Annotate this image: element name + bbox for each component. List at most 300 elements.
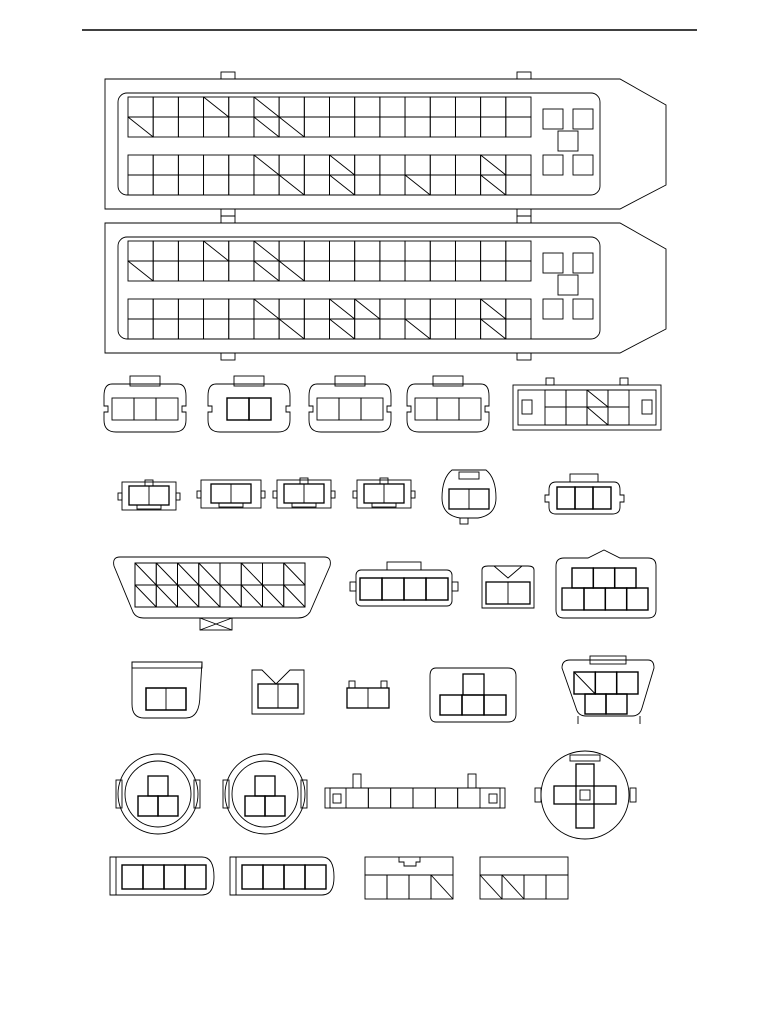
- terminal-cell: [506, 117, 531, 137]
- connector-2pin-d: [273, 478, 335, 508]
- terminal-cell: [304, 97, 329, 117]
- terminal-cell: [128, 319, 153, 339]
- terminal-cell: [459, 398, 481, 420]
- housing: [562, 660, 654, 716]
- terminal-cell: [566, 407, 587, 425]
- terminal-cell: [255, 776, 275, 796]
- terminal-cell: [455, 175, 480, 195]
- terminal-cell: [229, 319, 254, 339]
- terminal-key-mark: [254, 97, 279, 117]
- key-notch: [494, 566, 522, 578]
- lock-tab: [387, 562, 421, 570]
- center-terminal: [580, 790, 590, 800]
- lock-tab: [335, 376, 365, 386]
- terminal-cell: [506, 319, 531, 339]
- terminal-key-mark: [156, 585, 177, 607]
- terminal-cell: [409, 875, 431, 899]
- terminal-cell: [284, 865, 305, 889]
- key-tab: [460, 518, 468, 524]
- terminal-cell: [304, 175, 329, 195]
- terminal-cell: [430, 261, 455, 281]
- terminal-key-mark: [481, 319, 506, 339]
- terminal-cell: [585, 694, 606, 714]
- terminal-cell: [575, 487, 593, 509]
- terminal-cell: [204, 155, 229, 175]
- terminal-cell: [128, 175, 153, 195]
- terminal-cell: [148, 776, 168, 796]
- terminal-cell: [545, 407, 566, 425]
- terminal-cell: [178, 117, 203, 137]
- terminal-key-mark: [330, 299, 355, 319]
- side-lock: [176, 493, 180, 500]
- terminal-cell: [112, 398, 134, 420]
- terminal-key-mark: [135, 585, 156, 607]
- terminal-cell: [361, 398, 383, 420]
- terminal-cell: [305, 865, 326, 889]
- terminal-cell: [430, 155, 455, 175]
- latch-tab: [468, 774, 476, 788]
- terminal-key-mark: [502, 875, 524, 899]
- cavity-outline: [118, 237, 600, 339]
- terminal-cell: [365, 875, 387, 899]
- terminal-cell: [279, 299, 304, 319]
- terminal-cell: [481, 97, 506, 117]
- terminal-cell: [380, 117, 405, 137]
- terminal-key-mark: [355, 299, 380, 319]
- terminal-cell: [405, 299, 430, 319]
- terminal-cell: [178, 319, 203, 339]
- power-terminal: [543, 155, 563, 175]
- terminal-cell: [430, 97, 455, 117]
- top-key: [380, 478, 388, 484]
- connector-2pin-h: [132, 662, 202, 718]
- connector-4pin-e: [365, 857, 453, 899]
- terminal-cell: [229, 175, 254, 195]
- terminal-cell: [229, 117, 254, 137]
- terminal-cell: [229, 97, 254, 117]
- terminal-cell: [405, 117, 430, 137]
- housing-inner: [232, 761, 298, 827]
- terminal-cell: [524, 875, 546, 899]
- terminal-cell: [204, 319, 229, 339]
- connector-4pin-b: [430, 668, 516, 722]
- terminal-cell: [317, 398, 339, 420]
- terminal-cell: [330, 241, 355, 261]
- terminal-cell: [355, 175, 380, 195]
- housing: [309, 384, 391, 432]
- terminal-cell: [153, 241, 178, 261]
- terminal-cell: [572, 568, 593, 588]
- side-lock: [535, 788, 541, 802]
- terminal-cell: [545, 390, 566, 407]
- terminal-cell: [128, 241, 153, 261]
- housing: [105, 79, 666, 209]
- side-lock: [411, 491, 415, 498]
- connector-2pin-c: [197, 480, 265, 508]
- terminal-cell: [462, 695, 484, 715]
- power-terminal: [543, 109, 563, 129]
- side-lock: [452, 582, 458, 591]
- terminal-key-mark: [178, 585, 199, 607]
- terminal-cell: [405, 155, 430, 175]
- terminal-cell: [413, 788, 435, 808]
- terminal-cell: [138, 796, 158, 816]
- connector-2pin-a: [208, 376, 290, 432]
- power-terminal: [573, 109, 593, 129]
- terminal-cell: [584, 588, 605, 610]
- power-terminal: [573, 155, 593, 175]
- terminal-cell: [254, 319, 279, 339]
- guide: [333, 794, 341, 803]
- terminal-cell: [387, 875, 409, 899]
- terminal-cell: [355, 117, 380, 137]
- lock-tab: [130, 376, 160, 386]
- terminal-cell: [178, 299, 203, 319]
- terminal-cell: [204, 175, 229, 195]
- key-notch: [399, 857, 420, 866]
- terminal-key-mark: [241, 585, 262, 607]
- terminal-cell: [593, 568, 614, 588]
- terminal-cell: [245, 796, 265, 816]
- terminal-cell: [304, 241, 329, 261]
- terminal-cell: [304, 299, 329, 319]
- terminal-cell: [153, 117, 178, 137]
- connector-5pin-b: [535, 751, 636, 839]
- terminal-cell: [566, 390, 587, 407]
- terminal-cell: [405, 241, 430, 261]
- housing: [105, 223, 666, 353]
- terminal-cell: [204, 299, 229, 319]
- terminal-cell: [546, 875, 568, 899]
- side-lock: [630, 788, 636, 802]
- terminal-key-mark: [330, 175, 355, 195]
- latch-tab: [517, 216, 531, 223]
- terminal-cell: [608, 390, 629, 407]
- terminal-cell: [595, 672, 616, 694]
- connector-2pin-g: [482, 566, 534, 608]
- connector-4pin-c: [110, 857, 214, 895]
- dlc-16pin: [114, 557, 331, 630]
- terminal-key-mark: [279, 117, 304, 137]
- terminal-cell: [279, 97, 304, 117]
- terminal-cell: [355, 319, 380, 339]
- inner-frame: [330, 788, 500, 808]
- terminal-key-mark: [587, 390, 608, 407]
- latch-tab: [221, 209, 235, 216]
- lock-tab: [459, 472, 479, 479]
- ecu-connector-b: [105, 216, 666, 360]
- terminal-key-mark: [284, 585, 305, 607]
- terminal-cell: [606, 694, 627, 714]
- terminal-cell: [265, 796, 285, 816]
- side-lock: [261, 491, 265, 498]
- terminal-cell: [304, 117, 329, 137]
- terminal-cell: [178, 175, 203, 195]
- latch-tab: [517, 353, 531, 360]
- terminal-cell: [164, 865, 185, 889]
- power-terminal: [558, 275, 578, 295]
- terminal-cell: [627, 588, 648, 610]
- terminal-key-mark: [330, 155, 355, 175]
- terminal-key-mark: [254, 299, 279, 319]
- terminal-cell: [204, 261, 229, 281]
- terminal-key-mark: [587, 407, 608, 425]
- terminal-cell: [557, 487, 575, 509]
- terminal-cell: [360, 578, 382, 600]
- top-key: [300, 478, 308, 484]
- terminal-key-mark: [481, 299, 506, 319]
- terminal-cell: [153, 319, 178, 339]
- terminal-cell: [437, 398, 459, 420]
- terminal-cell: [562, 588, 584, 610]
- terminal-cell: [355, 241, 380, 261]
- latch-tab: [517, 209, 531, 216]
- terminal-cell: [355, 97, 380, 117]
- latch-tab: [620, 378, 628, 385]
- terminal-key-mark: [330, 319, 355, 339]
- terminal-cell: [506, 241, 531, 261]
- terminal-cell: [380, 299, 405, 319]
- terminal-cell: [506, 261, 531, 281]
- terminal-cell: [346, 788, 368, 808]
- terminal-cell: [391, 788, 413, 808]
- terminal-cell: [153, 261, 178, 281]
- power-terminal: [543, 253, 563, 273]
- connector-3pin-e: [116, 754, 200, 834]
- terminal-key-mark: [254, 155, 279, 175]
- terminal-cell: [178, 261, 203, 281]
- terminal-key-mark: [254, 241, 279, 261]
- terminal-key-mark: [254, 261, 279, 281]
- terminal-cell: [249, 398, 271, 420]
- terminal-cell: [380, 97, 405, 117]
- terminal-key-mark: [481, 175, 506, 195]
- terminal-key-mark: [156, 563, 177, 585]
- top-frame: [480, 857, 568, 875]
- terminal-cell: [339, 398, 361, 420]
- terminal-cell: [227, 398, 249, 420]
- guide: [489, 794, 497, 803]
- power-terminal: [573, 299, 593, 319]
- connector-2pin-b: [118, 480, 180, 510]
- cross-horizontal: [554, 786, 616, 804]
- terminal-cell: [304, 155, 329, 175]
- terminal-cell: [368, 788, 390, 808]
- connector-2pin-i: [252, 670, 304, 714]
- terminal-cell: [380, 261, 405, 281]
- terminal-cell: [330, 97, 355, 117]
- terminal-key-mark: [480, 875, 502, 899]
- terminal-cell: [405, 261, 430, 281]
- terminal-key-mark: [199, 585, 220, 607]
- terminal-cell: [229, 261, 254, 281]
- top-key: [145, 480, 153, 486]
- terminal-cell: [263, 865, 284, 889]
- terminal-cell: [415, 398, 437, 420]
- latch-tab: [517, 72, 531, 79]
- terminal-cell: [380, 175, 405, 195]
- lock-tab: [570, 474, 598, 482]
- terminal-cell: [405, 97, 430, 117]
- terminal-key-mark: [241, 563, 262, 585]
- terminal-cell: [128, 97, 153, 117]
- terminal-cell: [178, 97, 203, 117]
- terminal-cell: [304, 261, 329, 281]
- terminal-key-mark: [481, 155, 506, 175]
- power-terminal: [573, 253, 593, 273]
- terminal-cell: [204, 117, 229, 137]
- connector-7pin-a: [556, 550, 656, 618]
- terminal-cell: [404, 578, 426, 600]
- power-terminal: [558, 131, 578, 151]
- terminal-cell: [430, 299, 455, 319]
- terminal-key-mark: [254, 117, 279, 137]
- terminal-cell: [229, 241, 254, 261]
- side-lock: [118, 493, 122, 500]
- terminal-cell: [430, 175, 455, 195]
- terminal-cell: [455, 97, 480, 117]
- terminal-cell: [430, 117, 455, 137]
- terminal-cell: [185, 865, 206, 889]
- terminal-cell: [122, 865, 143, 889]
- terminal-cell: [455, 299, 480, 319]
- side-lock: [197, 491, 201, 498]
- terminal-key-mark: [405, 319, 430, 339]
- connector-2pin-f: [442, 470, 496, 524]
- terminal-cell: [463, 674, 484, 695]
- terminal-cell: [158, 796, 178, 816]
- terminal-cell: [279, 155, 304, 175]
- terminal-key-mark: [279, 261, 304, 281]
- side-lock: [273, 491, 277, 498]
- side-lock: [350, 582, 356, 591]
- terminal-key-mark: [128, 117, 153, 137]
- terminal-cell: [481, 261, 506, 281]
- terminal-cell: [229, 299, 254, 319]
- terminal-cell: [143, 865, 164, 889]
- terminal-key-mark: [178, 563, 199, 585]
- lock-tab: [234, 376, 264, 386]
- connector-2pin-j: [347, 681, 389, 708]
- latch-tab: [221, 353, 235, 360]
- terminal-cell: [229, 155, 254, 175]
- terminal-cell: [506, 299, 531, 319]
- terminal-key-mark: [574, 672, 595, 694]
- terminal-cell: [330, 261, 355, 281]
- terminal-key-mark: [263, 585, 284, 607]
- terminal-key-mark: [199, 563, 220, 585]
- side-lock: [331, 491, 335, 498]
- latch-tab: [353, 774, 361, 788]
- terminal-cell: [617, 672, 638, 694]
- connector-3pin-b: [309, 376, 391, 432]
- terminal-cell: [153, 175, 178, 195]
- terminal-cell: [153, 97, 178, 117]
- terminal-key-mark: [279, 175, 304, 195]
- terminal-cell: [220, 563, 241, 585]
- housing: [104, 384, 186, 432]
- terminal-cell: [330, 117, 355, 137]
- housing: [407, 384, 489, 432]
- post: [349, 681, 355, 688]
- terminal-cell: [128, 299, 153, 319]
- lock-tab: [433, 376, 463, 386]
- terminal-cell: [608, 407, 629, 425]
- guide: [642, 400, 652, 414]
- terminal-cell: [304, 319, 329, 339]
- terminal-cell: [380, 155, 405, 175]
- ecu-connector-a: [105, 72, 666, 216]
- terminal-cell: [134, 398, 156, 420]
- connector-4pin-f: [480, 857, 568, 899]
- terminal-key-mark: [279, 319, 304, 339]
- connector-8pin-a: [513, 378, 661, 430]
- terminal-cell: [380, 241, 405, 261]
- terminal-cell: [380, 319, 405, 339]
- terminal-cell: [455, 319, 480, 339]
- terminal-cell: [426, 578, 448, 600]
- connector-4pin-d: [230, 857, 334, 895]
- lock-tab: [570, 755, 600, 761]
- cross-vertical: [576, 764, 594, 828]
- terminal-cell: [153, 299, 178, 319]
- terminal-key-mark: [204, 241, 229, 261]
- power-terminal: [543, 299, 563, 319]
- terminal-cell: [593, 487, 611, 509]
- terminal-cell: [178, 241, 203, 261]
- terminal-key-mark: [431, 875, 453, 899]
- terminal-cell: [455, 261, 480, 281]
- latch-tab: [546, 378, 554, 385]
- terminal-key-mark: [405, 175, 430, 195]
- terminal-cell: [153, 155, 178, 175]
- terminal-cell: [355, 261, 380, 281]
- side-lock: [353, 491, 357, 498]
- hood-lip: [132, 662, 202, 668]
- terminal-cell: [455, 117, 480, 137]
- terminal-cell: [506, 175, 531, 195]
- terminal-key-mark: [204, 97, 229, 117]
- housing: [325, 788, 505, 808]
- terminal-key-mark: [284, 563, 305, 585]
- terminal-cell: [279, 241, 304, 261]
- connector-3pin-f: [223, 754, 307, 834]
- connector-3pin-d: [545, 474, 624, 514]
- terminal-cell: [455, 241, 480, 261]
- terminal-cell: [156, 398, 178, 420]
- terminal-cell: [440, 695, 462, 715]
- connector-3pin-c: [407, 376, 489, 432]
- terminal-cell: [481, 241, 506, 261]
- terminal-cell: [128, 155, 153, 175]
- connector-3pin-a: [104, 376, 186, 432]
- terminal-cell: [455, 155, 480, 175]
- terminal-cell: [605, 588, 626, 610]
- terminal-key-mark: [135, 563, 156, 585]
- terminal-key-mark: [128, 261, 153, 281]
- guide: [522, 400, 532, 414]
- cavity-outline: [118, 93, 600, 195]
- housing-outer: [118, 754, 198, 834]
- terminal-cell: [481, 117, 506, 137]
- latch-tab: [221, 72, 235, 79]
- terminal-cell: [430, 319, 455, 339]
- terminal-cell: [506, 155, 531, 175]
- terminal-cell: [254, 175, 279, 195]
- terminal-cell: [615, 568, 636, 588]
- connector-8pin-b: [325, 774, 505, 808]
- terminal-key-mark: [220, 585, 241, 607]
